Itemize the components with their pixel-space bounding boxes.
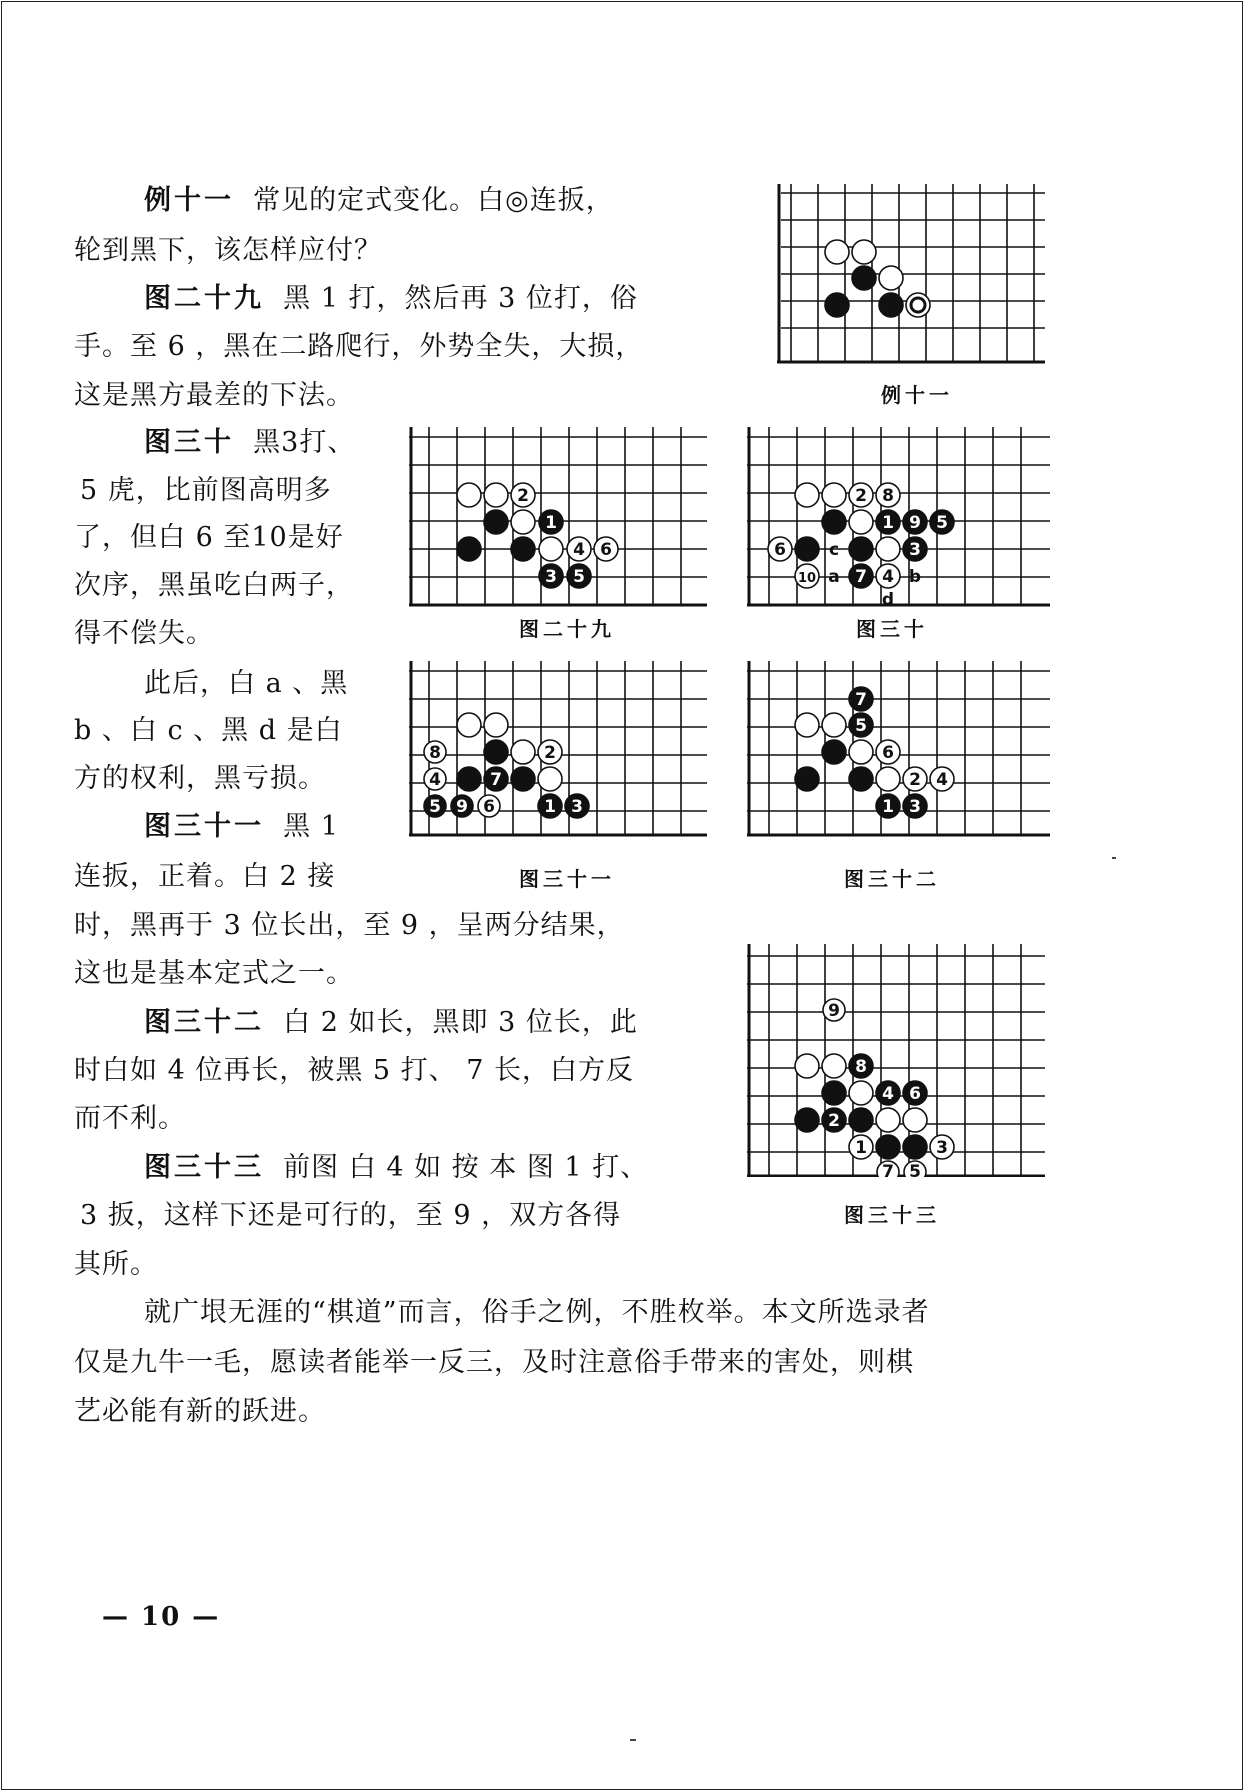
text-line: 手。至 6 ，黑在二路爬行，外势全失，大损，	[74, 331, 644, 362]
svg-text:3: 3	[909, 540, 921, 560]
svg-text:8: 8	[429, 743, 441, 763]
svg-text:9: 9	[909, 513, 921, 533]
text-line: 就广垠无涯的“棋道”而言，俗手之例，不胜枚举。本文所选录者	[144, 1297, 930, 1328]
text-line	[144, 808, 339, 846]
svg-text:3: 3	[936, 1138, 948, 1158]
caption-fig-32: 图三十二	[844, 867, 940, 891]
text-line: 这是黑方最差的下法。	[74, 380, 354, 411]
figure-heading: 图三十	[144, 427, 234, 458]
example-heading: 例十一	[144, 185, 234, 216]
svg-text:5: 5	[855, 716, 867, 736]
text-line: 方的权利，黑亏损。	[74, 763, 326, 794]
svg-text:10: 10	[797, 571, 817, 586]
caption-fig-29: 图二十九	[519, 617, 615, 641]
svg-text:1: 1	[882, 797, 894, 817]
svg-text:5: 5	[909, 1162, 921, 1177]
text-line: 而不利。	[74, 1103, 186, 1134]
go-board-fig-33	[747, 942, 1052, 1177]
text-line: b 、白 c 、黑 d 是白	[74, 715, 343, 746]
svg-text:2: 2	[855, 486, 867, 506]
scan-speck	[1112, 857, 1116, 859]
text-line: 次序，黑虽吃白两子，	[74, 570, 354, 601]
text-line: 得不偿失。	[74, 618, 214, 649]
book-page	[1, 1, 1243, 1790]
text-line: 这也是基本定式之一。	[74, 958, 354, 989]
go-board-fig-32	[747, 659, 1052, 839]
svg-text:9: 9	[828, 1001, 840, 1021]
scan-speck	[630, 1739, 636, 1741]
text-line: 5 虎，比前图高明多	[80, 475, 332, 506]
figure-heading: 图三十三	[144, 1152, 264, 1183]
go-board-example-11	[775, 182, 1050, 367]
figure-heading: 图三十二	[144, 1007, 264, 1038]
text-span: 黑 1	[283, 811, 339, 842]
caption-example-11: 例十一	[881, 383, 953, 407]
svg-text:1: 1	[882, 513, 894, 533]
svg-text:3: 3	[909, 797, 921, 817]
text-line	[144, 182, 614, 220]
text-line	[144, 1004, 638, 1042]
go-board-fig-31	[409, 659, 709, 839]
figure-heading: 图二十九	[144, 283, 264, 314]
svg-text:1: 1	[855, 1138, 867, 1158]
text-span: 黑 1 打，然后再 3 位打，俗	[283, 283, 638, 314]
svg-text:b: b	[908, 567, 922, 587]
svg-text:4: 4	[882, 1084, 894, 1104]
text-line: 时白如 4 位再长，被黑 5 打、 7 长，白方反	[74, 1055, 635, 1086]
text-line: 此后，白 a 、黑	[144, 668, 349, 699]
svg-text:8: 8	[882, 486, 894, 506]
text-line: 仅是九牛一毛，愿读者能举一反三，及时注意俗手带来的害处，则棋	[74, 1347, 914, 1378]
svg-text:2: 2	[544, 743, 556, 763]
svg-text:4: 4	[936, 770, 948, 790]
svg-text:4: 4	[882, 567, 894, 587]
text-line: 艺必能有新的跃进。	[74, 1396, 326, 1427]
svg-text:7: 7	[855, 567, 867, 587]
svg-text:6: 6	[882, 743, 894, 763]
svg-text:2: 2	[828, 1111, 840, 1131]
text-line: 了，但白 6 至10是好	[74, 522, 344, 553]
svg-text:6: 6	[774, 540, 786, 560]
svg-text:1: 1	[545, 513, 557, 533]
text-line: 轮到黑下，该怎样应付？	[74, 235, 382, 266]
text-line	[144, 280, 638, 318]
svg-text:3: 3	[545, 567, 557, 587]
svg-text:8: 8	[855, 1057, 867, 1077]
text-span: 黑3打、	[253, 427, 356, 458]
text-line: 3 扳，这样下还是可行的，至 9 ，双方各得	[80, 1200, 622, 1231]
go-board-fig-29	[409, 425, 709, 610]
svg-text:7: 7	[855, 690, 867, 710]
svg-text:2: 2	[517, 486, 529, 506]
svg-text:5: 5	[936, 513, 948, 533]
svg-text:2: 2	[909, 770, 921, 790]
svg-text:6: 6	[909, 1084, 921, 1104]
svg-text:5: 5	[573, 567, 585, 587]
page-number: — 10 —	[102, 1602, 221, 1632]
svg-text:4: 4	[429, 770, 441, 790]
svg-text:d: d	[881, 590, 895, 610]
svg-text:4: 4	[573, 540, 585, 560]
text-span: 白 2 如长，黑即 3 位长，此	[283, 1007, 638, 1038]
text-span: 常见的定式变化。白◎连扳，	[253, 185, 614, 216]
caption-fig-30: 图三十	[856, 617, 928, 641]
svg-text:7: 7	[490, 770, 502, 790]
text-span: 前图 白 4 如 按 本 图 1 打、	[283, 1152, 649, 1183]
svg-text:5: 5	[429, 797, 441, 817]
text-line: 连扳，正着。白 2 接	[74, 861, 336, 892]
svg-text:c: c	[828, 540, 840, 560]
svg-text:3: 3	[571, 797, 583, 817]
caption-fig-31: 图三十一	[519, 867, 615, 891]
svg-text:6: 6	[483, 797, 495, 817]
svg-text:a: a	[828, 567, 840, 587]
figure-heading: 图三十一	[144, 811, 264, 842]
svg-text:6: 6	[600, 540, 612, 560]
svg-text:1: 1	[544, 797, 556, 817]
svg-text:9: 9	[456, 797, 468, 817]
svg-text:7: 7	[882, 1162, 894, 1177]
text-line	[144, 424, 355, 462]
text-line: 时，黑再于 3 位长出，至 9 ，呈两分结果，	[74, 910, 625, 941]
caption-fig-33: 图三十三	[844, 1203, 940, 1227]
go-board-fig-30	[747, 425, 1052, 610]
text-line	[144, 1149, 648, 1187]
text-line: 其所。	[74, 1249, 158, 1280]
